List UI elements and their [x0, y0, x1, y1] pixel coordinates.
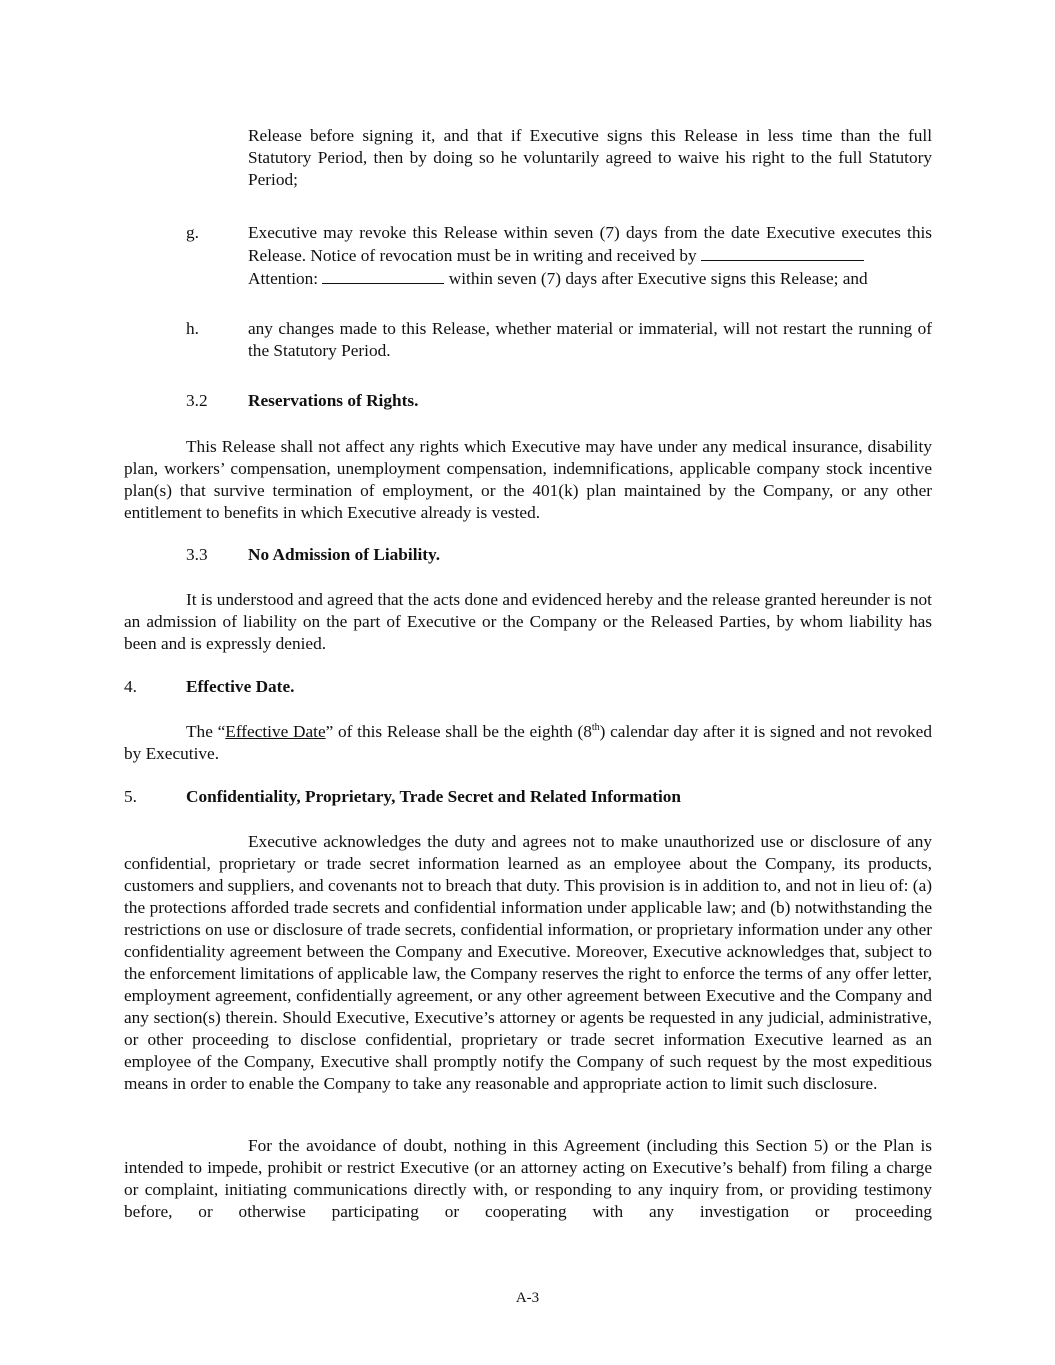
section-number: 3.3 — [186, 545, 208, 564]
list-item-text: any changes made to this Release, whether material or immaterial, will not restart the running of the Statutory Period. — [248, 319, 932, 360]
section-title: No Admission of Liability. — [248, 545, 441, 564]
blank-line — [322, 267, 444, 284]
section-number: 4. — [124, 677, 137, 696]
list-item-label: g. — [186, 223, 199, 242]
section-number: 3.2 — [186, 391, 208, 410]
page-number: A-3 — [515, 1290, 540, 1306]
section-title: Confidentiality, Proprietary, Trade Secret and Related Information — [186, 787, 682, 806]
section-body-3-3: It is understood and agreed that the acts done and evidenced hereby and the release granted hereunder is not an admission of liability on the part of Executive or the Company or the Released Parties, by whom liability has been and is expressly denied. — [124, 590, 932, 653]
blank-line — [701, 244, 864, 261]
list-item-text: Executive may revoke this Release within seven (7) days from the date Executive executes this Release. Notice of revocation must be in writing and received by Attention: within seven (7) days after Executive signs this Release; and — [248, 223, 932, 288]
section-body-3-2: This Release shall not affect any rights which Executive may have under any medical insurance, disability plan, workers’ compensation, unemployment compensation, indemnifications, applicable company stock incentive plan(s) that survive termination of employment, or the 401(k) plan maintained by the Company, or any other entitlement to benefits in which Executive already is vested. — [124, 437, 932, 522]
continuation-paragraph: Release before signing it, and that if Executive signs this Release in less time than the full Statutory Period, then by doing so he voluntarily agreed to waive his right to the full Statutory Period; — [248, 126, 932, 189]
section-number: 5. — [124, 787, 137, 806]
section-title: Reservations of Rights. — [248, 391, 419, 410]
defined-term: Effective Date — [225, 722, 326, 741]
section-title: Effective Date. — [186, 677, 295, 696]
list-item-label: h. — [186, 319, 199, 338]
section-body-5-para-1: Executive acknowledges the duty and agrees not to make unauthorized use or disclosure of any confidential, proprietary or trade secret information learned as an employee about the Company, its products, customers and suppliers, and covenants not to breach that duty. This provision is in addition to, and not in lieu of: (a) the protections afforded trade secrets and confidential information under applicable law; and (b) notwithstanding the restrictions on use or disclosure of trade secrets, confidential information, or proprietary information under any other confidentiality agreement between the Company and Executive. Moreover, Executive acknowledges that, subject to the enforcement limitations of applicable law, the Company reserves the right to enforce the terms of any offer letter, employment agreement, confidentially agreement, or any other agreement between Executive and the Company and any section(s) therein. Should Executive, Executive’s attorney or agents be requested in any judicial, administrative, or other proceeding to disclose confidential, proprietary or trade secret information Executive learned as an employee of the Company, Executive shall promptly notify the Company of such request by the most expeditious means in order to enable the Company to take any reasonable and appropriate action to limit such disclosure. — [124, 832, 932, 1093]
section-body-4: The “Effective Date” of this Release shall be the eighth (8th) calendar day after it is signed and not revoked by Executive. — [124, 722, 932, 763]
section-body-5-para-2: For the avoidance of doubt, nothing in this Agreement (including this Section 5) or the Plan is intended to impede, prohibit or restrict Executive (or an attorney acting on Executive’s behalf) from filing a charge or complaint, initiating communications directly with, or responding to any inquiry from, or providing testimony before, or otherwise participating or cooperating with any investigation or proceeding — [124, 1136, 932, 1221]
